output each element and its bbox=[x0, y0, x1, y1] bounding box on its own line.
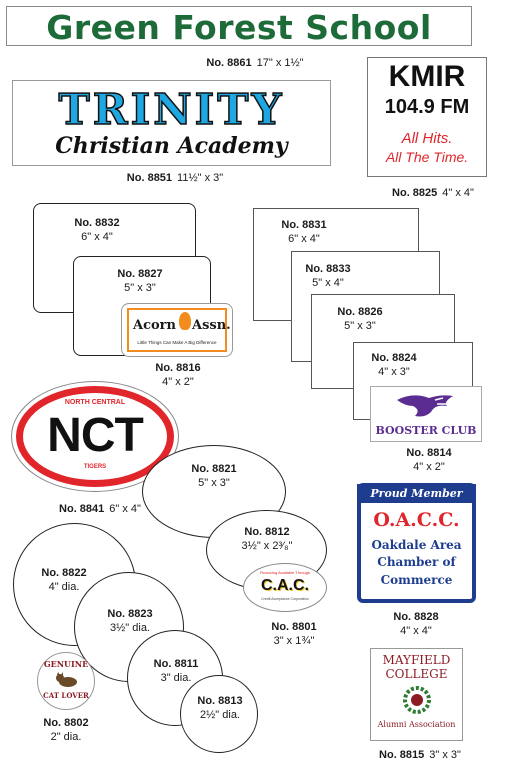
label-8828: No. 8828 4" x 4" bbox=[393, 611, 439, 637]
label-8824: No. 8824 4" x 3" bbox=[371, 352, 417, 378]
oacc-top: Proud Member bbox=[357, 484, 476, 503]
label-8827: No. 8827 5" x 3" bbox=[117, 268, 163, 294]
cac-bottom: Credit Acceptance Corporation bbox=[261, 597, 309, 601]
cac-top: Financing Available Through bbox=[259, 570, 311, 575]
nct-main: NCT bbox=[47, 409, 143, 462]
label-8832: No. 8832 6" x 4" bbox=[74, 217, 120, 243]
label-8814: No. 8814 4" x 2" bbox=[406, 447, 452, 473]
oacc-line-3: Commerce bbox=[380, 573, 453, 587]
label-8812: No. 8812 3½" x 2³⁄₈" bbox=[241, 526, 293, 552]
sticker-8816-acorn bbox=[121, 303, 233, 357]
label-8815: No. 8815 3" x 3" bbox=[379, 749, 461, 761]
trinity-subtitle: Christian Academy bbox=[55, 133, 288, 159]
cac-main: C.A.C. bbox=[261, 577, 309, 594]
acorn-tagline: Little Things Can Make A Big Difference bbox=[137, 340, 217, 345]
label-8813: No. 8813 2½" dia. bbox=[197, 695, 243, 721]
kmir-slogan-1: All Hits. bbox=[401, 130, 453, 147]
cat-top: GENUINE bbox=[43, 659, 89, 669]
acorn-assn: Assn. bbox=[192, 318, 231, 333]
label-8822: No. 8822 4" dia. bbox=[41, 567, 87, 593]
sticker-8813 bbox=[180, 675, 258, 753]
label-8801: No. 8801 3" x 1¾" bbox=[271, 621, 317, 647]
kmir-slogan-2: All The Time. bbox=[385, 149, 469, 165]
cat-bottom: CAT LOVER bbox=[43, 691, 89, 700]
label-8816: No. 8816 4" x 2" bbox=[155, 362, 201, 388]
label-8841: No. 8841 6" x 4" bbox=[59, 503, 141, 515]
sticker-8851-trinity bbox=[12, 80, 331, 166]
mayfield-1: MAYFIELD bbox=[382, 653, 451, 667]
label-8811: No. 8811 3" dia. bbox=[153, 658, 199, 684]
sticker-8802-cat bbox=[37, 652, 95, 710]
sticker-8815-mayfield bbox=[370, 648, 463, 741]
acorn-icon bbox=[179, 312, 191, 330]
kmir-call: KMIR bbox=[388, 60, 466, 93]
sticker-8801-cac bbox=[243, 563, 327, 612]
acorn-inner bbox=[127, 308, 231, 352]
oacc-line-2: Chamber of bbox=[377, 555, 456, 569]
label-8825: No. 8825 4" x 4" bbox=[392, 187, 474, 199]
booster-text: BOOSTER CLUB bbox=[375, 424, 477, 437]
trinity-title: TRINITY bbox=[58, 85, 285, 134]
oacc-main: O.A.C.C. bbox=[373, 509, 460, 531]
banner-title: Green Forest School bbox=[46, 8, 432, 47]
label-8823: No. 8823 3½" dia. bbox=[107, 608, 153, 634]
wreath-icon bbox=[402, 685, 432, 715]
nct-bottom: TIGERS bbox=[83, 464, 107, 470]
sticker-8828-oacc bbox=[357, 483, 476, 603]
label-8826: No. 8826 5" x 3" bbox=[337, 306, 383, 332]
oacc-line-1: Oakdale Area bbox=[371, 538, 462, 552]
cat-icon bbox=[55, 672, 79, 688]
nct-top: NORTH CENTRAL bbox=[64, 399, 126, 406]
sticker-8825-kmir bbox=[367, 57, 487, 177]
label-8851: No. 8851 11½" x 3" bbox=[126, 172, 224, 184]
label-8831: No. 8831 6" x 4" bbox=[281, 219, 327, 245]
label-8833: No. 8833 5" x 4" bbox=[305, 263, 351, 289]
mayfield-2: COLLEGE bbox=[385, 667, 448, 681]
label-8861: No. 8861 17" x 1½" bbox=[206, 57, 304, 69]
label-8821: No. 8821 5" x 3" bbox=[191, 463, 237, 489]
mayfield-3: Alumni Association bbox=[377, 720, 456, 729]
label-8802: No. 8802 2" dia. bbox=[43, 717, 89, 743]
sticker-8814-booster bbox=[370, 386, 482, 442]
kmir-freq: 104.9 FM bbox=[384, 96, 470, 118]
eagle-icon bbox=[395, 392, 455, 420]
acorn-name: Acorn bbox=[133, 318, 176, 333]
sticker-8861-banner bbox=[6, 6, 472, 46]
